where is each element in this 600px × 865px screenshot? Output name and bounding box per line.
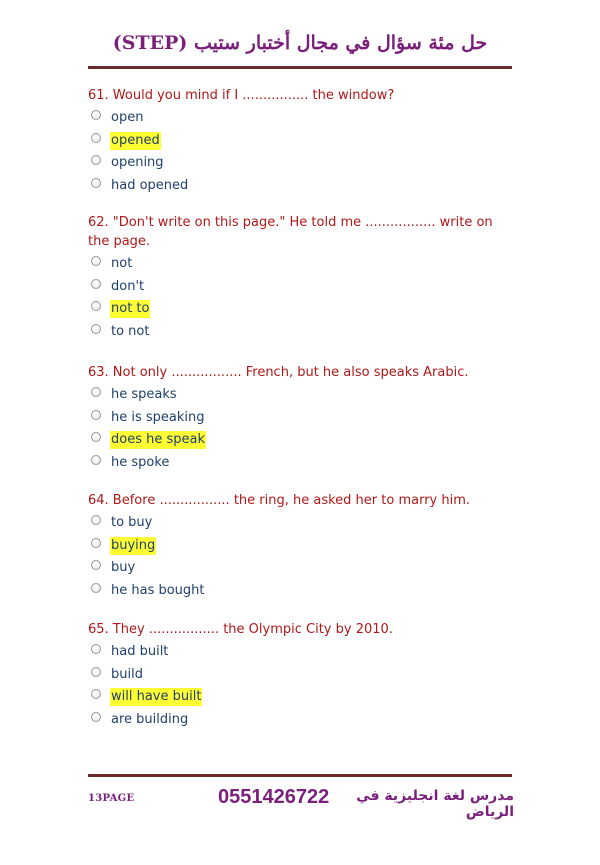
question-61 bbox=[88, 86, 508, 198]
options-list bbox=[88, 254, 508, 344]
question-text: 63. Not only ................. French, but he also speaks Arabic. bbox=[88, 365, 469, 380]
radio-button[interactable] bbox=[91, 256, 101, 266]
options-list bbox=[88, 108, 508, 198]
radio-button[interactable] bbox=[91, 387, 101, 397]
option-label-answer: not to bbox=[111, 301, 150, 316]
teacher-label: مدرس لغة انجليزية في الرياض bbox=[356, 788, 514, 820]
option-radio-row[interactable] bbox=[88, 687, 508, 710]
option-label: to not bbox=[111, 323, 150, 339]
page-number-label: 13PAGE bbox=[88, 793, 135, 804]
radio-button[interactable] bbox=[91, 712, 101, 722]
option-label-answer: will have built bbox=[111, 689, 202, 704]
radio-button[interactable] bbox=[91, 410, 101, 420]
footer-divider bbox=[88, 774, 512, 777]
option-radio-row[interactable] bbox=[88, 581, 508, 604]
option-radio-row[interactable] bbox=[88, 665, 508, 688]
header-divider bbox=[88, 66, 512, 69]
question-65 bbox=[88, 620, 508, 732]
question-text: 65. They ................. the Olympic City by 2010. bbox=[88, 622, 393, 637]
radio-button[interactable] bbox=[91, 110, 101, 120]
option-radio-row[interactable] bbox=[88, 176, 508, 199]
question-64 bbox=[88, 491, 508, 603]
options-list bbox=[88, 513, 508, 603]
option-radio-row[interactable] bbox=[88, 108, 508, 131]
option-label: are building bbox=[111, 711, 189, 727]
option-radio-row[interactable] bbox=[88, 430, 508, 453]
option-radio-row[interactable] bbox=[88, 322, 508, 345]
radio-button[interactable] bbox=[91, 432, 101, 442]
radio-button[interactable] bbox=[91, 560, 101, 570]
radio-button[interactable] bbox=[91, 689, 101, 699]
option-radio-row[interactable] bbox=[88, 299, 508, 322]
option-label: he speaks bbox=[111, 387, 177, 402]
option-radio-row[interactable] bbox=[88, 558, 508, 581]
option-radio-row[interactable] bbox=[88, 710, 508, 733]
option-label: don't bbox=[111, 278, 145, 294]
option-label: build bbox=[111, 666, 143, 682]
phone-number: 0551426722 bbox=[218, 786, 330, 808]
options-list bbox=[88, 642, 508, 732]
option-label-answer: buying bbox=[111, 537, 156, 553]
option-label: he is speaking bbox=[111, 409, 205, 425]
question-63 bbox=[88, 363, 508, 475]
option-radio-row[interactable] bbox=[88, 513, 508, 536]
option-label: had built bbox=[111, 644, 169, 659]
radio-button[interactable] bbox=[91, 178, 101, 188]
option-label: opening bbox=[111, 155, 164, 170]
question-text: 64. Before ................. the ring, he asked her to marry him. bbox=[88, 493, 471, 508]
option-label: not bbox=[111, 256, 133, 271]
option-radio-row[interactable] bbox=[88, 131, 508, 154]
option-radio-row[interactable] bbox=[88, 408, 508, 431]
question-text: 62. "Don't write on this page." He told me ................. write on the page. bbox=[88, 215, 493, 249]
option-label-answer: does he speak bbox=[111, 432, 205, 447]
option-label: had opened bbox=[111, 177, 189, 193]
page-header-title: حل مئة سؤال في مجال أختبار ستيب (STEP) bbox=[112, 32, 488, 54]
option-label: he spoke bbox=[111, 454, 170, 470]
option-radio-row[interactable] bbox=[88, 153, 508, 176]
option-radio-row[interactable] bbox=[88, 277, 508, 300]
radio-button[interactable] bbox=[91, 515, 101, 525]
radio-button[interactable] bbox=[91, 301, 101, 311]
option-radio-row[interactable] bbox=[88, 453, 508, 476]
radio-button[interactable] bbox=[91, 538, 101, 548]
radio-button[interactable] bbox=[91, 644, 101, 654]
options-list bbox=[88, 385, 508, 475]
radio-button[interactable] bbox=[91, 155, 101, 165]
option-label-answer: opened bbox=[111, 132, 160, 148]
question-text: 61. Would you mind if I ................ the window? bbox=[88, 88, 395, 103]
radio-button[interactable] bbox=[91, 455, 101, 465]
radio-button[interactable] bbox=[91, 667, 101, 677]
option-label: to buy bbox=[111, 515, 153, 530]
radio-button[interactable] bbox=[91, 583, 101, 593]
option-label: open bbox=[111, 110, 144, 125]
option-label: he has bought bbox=[111, 582, 205, 598]
option-radio-row[interactable] bbox=[88, 642, 508, 665]
radio-button[interactable] bbox=[91, 324, 101, 334]
question-62 bbox=[88, 213, 508, 344]
option-radio-row[interactable] bbox=[88, 385, 508, 408]
option-label: buy bbox=[111, 560, 136, 575]
radio-button[interactable] bbox=[91, 133, 101, 143]
option-radio-row[interactable] bbox=[88, 254, 508, 277]
option-radio-row[interactable] bbox=[88, 536, 508, 559]
radio-button[interactable] bbox=[91, 279, 101, 289]
